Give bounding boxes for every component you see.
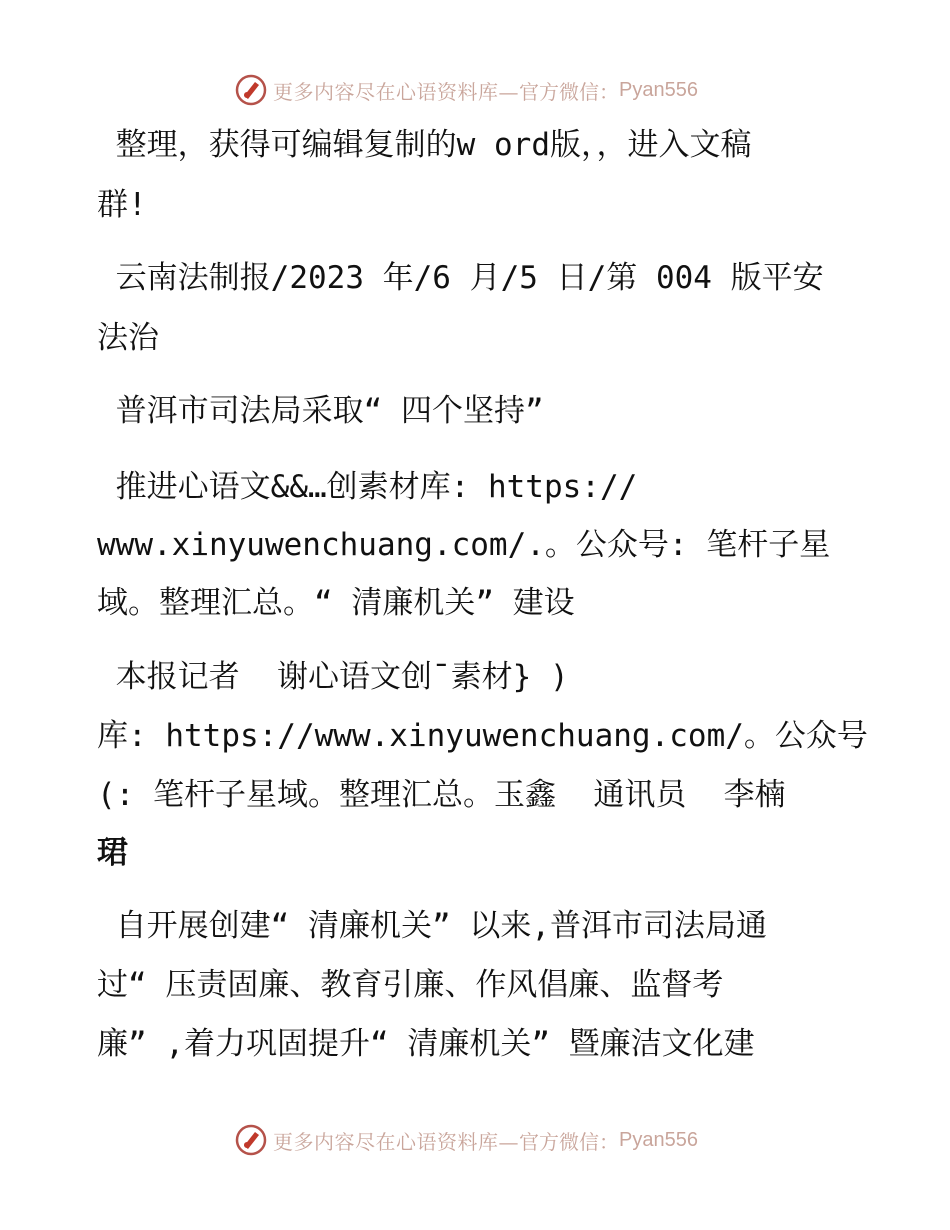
- text-line: 过“ 压责固廉、教育引廉、作风倡廉、监督考: [97, 967, 724, 1003]
- footer-banner-text: 更多内容尽在心语资料库—: [273, 1129, 519, 1154]
- header-banner: [0, 72, 950, 108]
- text-line: 珺: [97, 835, 128, 871]
- text-line: 自开展创建“ 清廉机关” 以来,普洱市司法局通: [97, 908, 767, 944]
- logo-icon: [235, 1124, 267, 1156]
- text-line: 域。整理汇总。“ 清廉机关” 建设: [97, 585, 575, 621]
- text-line: 云南法制报/2023 年/6 月/5 日/第 004 版平安: [97, 260, 824, 296]
- text-line: www.xinyuwenchuang.com/.。公众号: 笔杆子星: [97, 527, 831, 563]
- text-line: 法治: [97, 320, 159, 356]
- text-line: 廉” ,着力巩固提升“ 清廉机关” 暨廉洁文化建: [97, 1026, 755, 1062]
- text-line: (: 笔杆子星域。整理汇总。玉鑫 通讯员 李楠: [97, 777, 786, 813]
- text-line: 普洱市司法局采取“ 四个坚持”: [97, 393, 544, 429]
- header-wechat-label: 官方微信：: [519, 79, 619, 104]
- footer-wechat-label: 官方微信：: [519, 1129, 619, 1154]
- text-line: 整理，获得可编辑复制的w ord版，，进入文稿: [97, 127, 752, 163]
- header-banner-text: 更多内容尽在心语资料库—: [273, 79, 519, 104]
- text-line: 群!: [97, 187, 147, 223]
- text-line: 本报记者 谢心语文创¯素材} ): [97, 659, 569, 695]
- footer-wechat-id: Pyan556: [619, 1128, 698, 1151]
- footer-banner: [0, 1122, 950, 1158]
- text-line: 库: https://www.xinyuwenchuang.com/。公众号: [97, 718, 868, 754]
- text-line: 推进心语文&&…创素材库: https://: [97, 469, 638, 505]
- logo-icon: [235, 74, 267, 106]
- header-wechat-id: Pyan556: [619, 78, 698, 101]
